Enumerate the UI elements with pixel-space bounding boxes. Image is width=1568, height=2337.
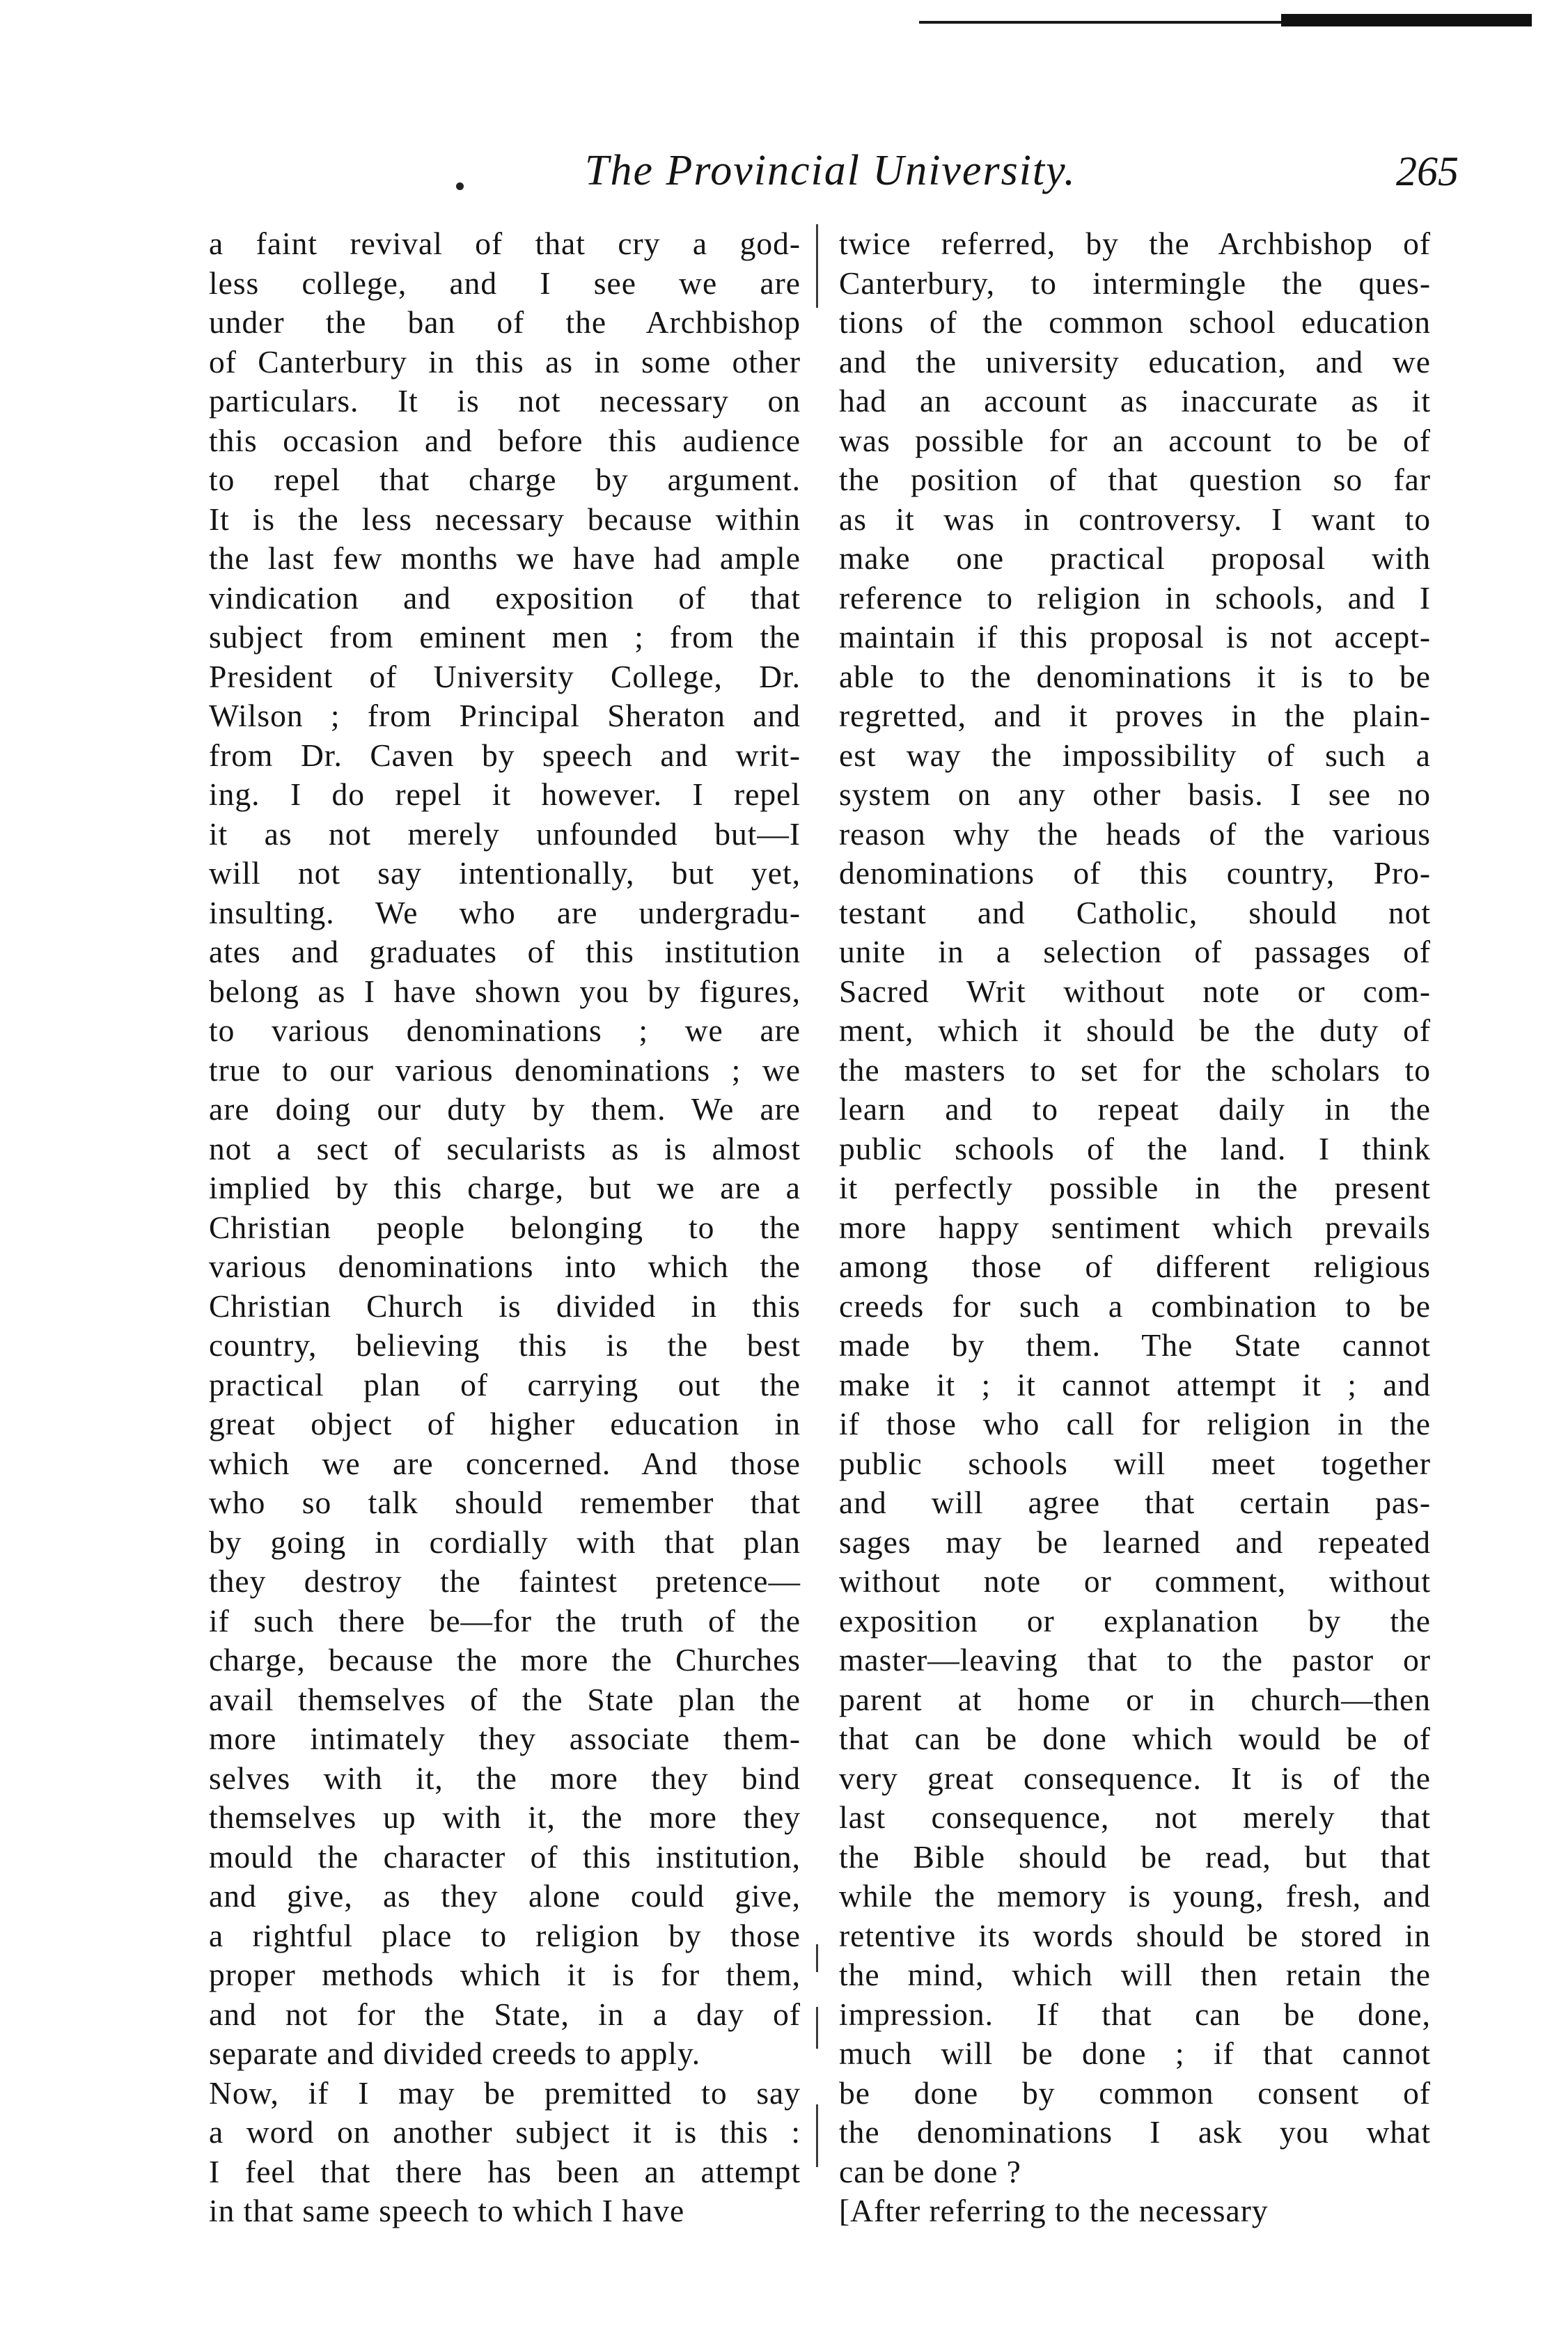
right-column bbox=[839, 224, 1431, 2231]
text-line: Canterbury, to intermingle the ques- bbox=[839, 265, 1431, 301]
text-line: reason why the heads of the various bbox=[839, 815, 1431, 852]
text-line: this occasion and before this audience bbox=[209, 422, 801, 458]
text-line: public schools of the land. I think bbox=[839, 1130, 1431, 1166]
text-line: the last few months we have had ample bbox=[209, 540, 801, 576]
text-line: vindication and exposition of that bbox=[209, 579, 801, 616]
text-line: practical plan of carrying out the bbox=[209, 1366, 801, 1402]
text-line: the Bible should be read, but that bbox=[839, 1838, 1431, 1875]
text-line: sages may be learned and repeated bbox=[839, 1524, 1431, 1560]
text-line: denominations of this country, Pro- bbox=[839, 855, 1431, 891]
text-line: proper methods which it is for them, bbox=[209, 1957, 801, 1992]
text-line: while the memory is young, fresh, and bbox=[839, 1878, 1431, 1914]
text-line: Christian Church is divided in this bbox=[209, 1288, 801, 1324]
text-line: President of University College, Dr. bbox=[209, 658, 801, 694]
top-rule bbox=[919, 13, 1532, 26]
text-line: in that same speech to which I have bbox=[209, 2193, 685, 2228]
text-line: make one practical proposal with bbox=[839, 540, 1431, 576]
text-line: if such there be—for the truth of the bbox=[209, 1602, 801, 1639]
text-line: able to the denominations it is to be bbox=[839, 658, 1431, 694]
text-line: be done by common consent of bbox=[839, 2074, 1431, 2111]
text-line: creeds for such a combination to be bbox=[839, 1288, 1431, 1324]
text-line: implied by this charge, but we are a bbox=[209, 1170, 801, 1205]
text-line: are doing our duty by them. We are bbox=[209, 1091, 801, 1127]
text-line: unite in a selection of passages of bbox=[839, 934, 1431, 969]
text-line: as it was in controversy. I want to bbox=[839, 501, 1431, 537]
text-line: which we are concerned. And those bbox=[209, 1445, 801, 1481]
text-line: it perfectly possible in the present bbox=[839, 1170, 1431, 1205]
text-line: from Dr. Caven by speech and writ- bbox=[209, 737, 801, 773]
text-line: tions of the common school education bbox=[839, 304, 1431, 340]
text-line: regretted, and it proves in the plain- bbox=[839, 698, 1431, 733]
text-line: under the ban of the Archbishop bbox=[209, 304, 801, 340]
text-line: public schools will meet together bbox=[839, 1445, 1431, 1481]
text-line: [After referring to the necessary bbox=[839, 2193, 1269, 2228]
text-line: very great consequence. It is of the bbox=[839, 1760, 1431, 1796]
text-line: country, believing this is the best bbox=[209, 1327, 801, 1363]
left-column bbox=[209, 224, 801, 2231]
text-line: had an account as inaccurate as it bbox=[839, 383, 1431, 419]
text-line: themselves up with it, the more they bbox=[209, 1799, 801, 1835]
text-line: more intimately they associate them- bbox=[209, 1721, 801, 1756]
text-line: less college, and I see we are bbox=[209, 265, 801, 301]
text-line: insulting. We who are undergradu- bbox=[209, 894, 801, 930]
top-rule-thin bbox=[919, 21, 1281, 24]
text-line: system on any other basis. I see no bbox=[839, 776, 1431, 812]
text-line: est way the impossibility of such a bbox=[839, 737, 1431, 773]
text-line: reference to religion in schools, and I bbox=[839, 579, 1431, 616]
text-line: was possible for an account to be of bbox=[839, 422, 1431, 458]
page-number: 265 bbox=[1396, 148, 1459, 194]
text-line: impression. If that can be done, bbox=[839, 1996, 1431, 2032]
text-line: learn and to repeat daily in the bbox=[839, 1091, 1431, 1127]
text-line: who so talk should remember that bbox=[209, 1485, 801, 1520]
text-line: if those who call for religion in the bbox=[839, 1406, 1431, 1441]
text-line: particulars. It is not necessary on bbox=[209, 383, 801, 419]
text-line: without note or comment, without bbox=[839, 1563, 1431, 1599]
text-line: belong as I have shown you by figures, bbox=[209, 973, 801, 1009]
text-line: various denominations into which the bbox=[209, 1249, 801, 1284]
text-line: great object of higher education in bbox=[209, 1406, 801, 1441]
text-line: retentive its words should be stored in bbox=[839, 1917, 1431, 1953]
text-line: can be done ? bbox=[839, 2153, 1021, 2189]
text-line: avail themselves of the State plan the bbox=[209, 1681, 801, 1717]
text-line: Now, if I may be premitted to say bbox=[209, 2074, 801, 2111]
text-line: among those of different religious bbox=[839, 1249, 1431, 1284]
text-line: ates and graduates of this institution bbox=[209, 934, 801, 969]
text-line: made by them. The State cannot bbox=[839, 1327, 1431, 1363]
text-line: and give, as they alone could give, bbox=[209, 1878, 801, 1914]
text-line: mould the character of this institution, bbox=[209, 1838, 801, 1875]
text-line: twice referred, by the Archbishop of bbox=[839, 226, 1431, 261]
text-line: will not say intentionally, but yet, bbox=[209, 855, 801, 891]
text-line: true to our various denominations ; we bbox=[209, 1052, 801, 1088]
text-line: ment, which it should be the duty of bbox=[839, 1013, 1431, 1048]
text-line: the masters to set for the scholars to bbox=[839, 1052, 1431, 1088]
column-rule bbox=[816, 224, 818, 2167]
text-line: and will agree that certain pas- bbox=[839, 1485, 1431, 1520]
text-line: I feel that there has been an attempt bbox=[209, 2153, 801, 2189]
text-line: It is the less necessary because within bbox=[209, 501, 801, 537]
text-line: make it ; it cannot attempt it ; and bbox=[839, 1366, 1431, 1402]
text-line: testant and Catholic, should not bbox=[839, 894, 1431, 930]
text-line: a faint revival of that cry a god- bbox=[209, 226, 801, 261]
text-line: a rightful place to religion by those bbox=[209, 1917, 801, 1953]
text-line: selves with it, the more they bind bbox=[209, 1760, 801, 1796]
text-line: more happy sentiment which prevails bbox=[839, 1209, 1431, 1245]
text-line: to repel that charge by argument. bbox=[209, 462, 801, 497]
text-line: master—leaving that to the pastor or bbox=[839, 1642, 1431, 1678]
text-line: not a sect of secularists as is almost bbox=[209, 1130, 801, 1166]
text-line: that can be done which would be of bbox=[839, 1721, 1431, 1756]
header-dot bbox=[456, 182, 464, 190]
text-line: the position of that question so far bbox=[839, 462, 1431, 497]
text-line: separate and divided creeds to apply. bbox=[209, 2035, 701, 2071]
text-line: Sacred Writ without note or com- bbox=[839, 973, 1431, 1009]
text-line: subject from eminent men ; from the bbox=[209, 619, 801, 655]
text-line: of Canterbury in this as in some other bbox=[209, 343, 801, 380]
text-line: exposition or explanation by the bbox=[839, 1602, 1431, 1639]
text-line: the mind, which will then retain the bbox=[839, 1957, 1431, 1992]
text-line: and not for the State, in a day of bbox=[209, 1996, 801, 2032]
text-line: much will be done ; if that cannot bbox=[839, 2035, 1431, 2071]
text-line: ing. I do repel it however. I repel bbox=[209, 776, 801, 812]
top-rule-thick bbox=[1281, 14, 1532, 26]
text-line: a word on another subject it is this : bbox=[209, 2114, 801, 2150]
text-line: parent at home or in church—then bbox=[839, 1681, 1431, 1717]
text-line: Wilson ; from Principal Sheraton and bbox=[209, 698, 801, 733]
text-line: it as not merely unfounded but—I bbox=[209, 815, 801, 852]
text-line: by going in cordially with that plan bbox=[209, 1524, 801, 1560]
text-line: the denominations I ask you what bbox=[839, 2114, 1431, 2150]
text-line: last consequence, not merely that bbox=[839, 1799, 1431, 1835]
text-line: and the university education, and we bbox=[839, 343, 1431, 380]
text-line: they destroy the faintest pretence— bbox=[209, 1563, 801, 1599]
text-line: Christian people belonging to the bbox=[209, 1209, 801, 1245]
text-line: charge, because the more the Churches bbox=[209, 1642, 801, 1678]
text-line: to various denominations ; we are bbox=[209, 1013, 801, 1048]
running-head: The Provincial University. bbox=[585, 147, 1076, 194]
text-line: maintain if this proposal is not accept- bbox=[839, 619, 1431, 655]
